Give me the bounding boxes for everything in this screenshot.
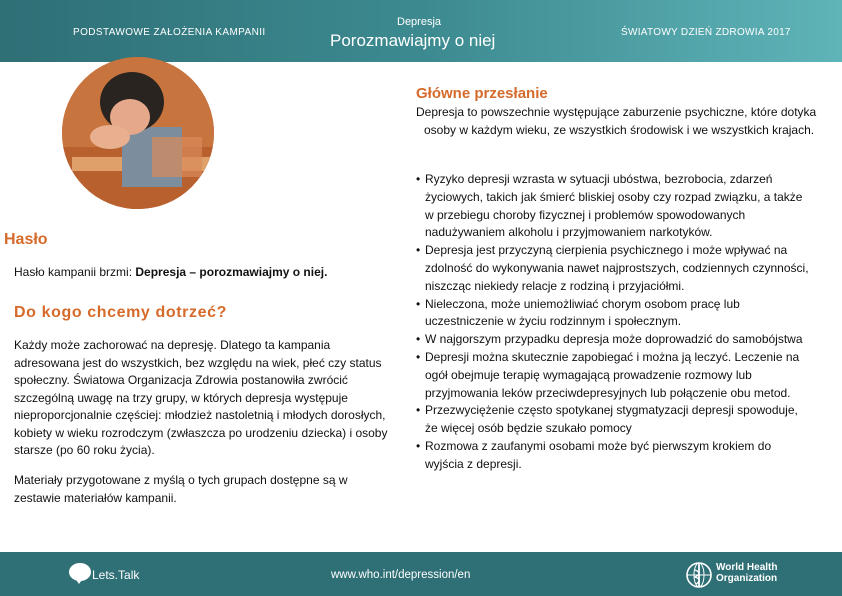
footer-bar: [0, 552, 842, 596]
list-item: • Depresja jest przyczyną cierpienia psychicznego i może wpływać na zdolność do wykonywania nawet najprostszych, codziennych czynności, niszcząc niekiedy relacje z rodziną i przyjaciółmi.: [416, 242, 811, 295]
sad-person-illustration: [62, 57, 214, 209]
campaign-url-link[interactable]: www.who.int/depression/en: [331, 569, 471, 581]
audience-text: Każdy może zachorować na depresję. Dlatego ta kampania adresowana jest do wszystkich, bez względu na wiek, płeć czy status społeczny. Światowa Organizacja Zdrowia postanowiła zwrócić szczególną uwagę na trzy grupy, w których depresja występuje nieproporcjonalnie częściej: młodzież nastoletnią i młodych dorosłych, kobiety w wieku rozrodczym (zwłaszcza po urodzeniu dziecka) i osoby starsze (po 60 roku życia).: [14, 338, 388, 457]
campaign-section-label: PODSTAWOWE ZAŁOŻENIA KAMPANII: [73, 27, 266, 38]
who-emblem-icon: [684, 560, 714, 590]
list-item: • Ryzyko depresji wzrasta w sytuacji ubóstwa, bezrobocia, zdarzeń życiowych, takich jak śmierć bliskiej osoby czy rozpad związku, a także w przebiegu choroby fizycznej i problemów spowodowanych nadużywaniem alkoholu i przyjmowaniem narkotyków.: [416, 171, 811, 242]
list-item: • Przezwyciężenie często spotykanej stygmatyzacji depresji spowoduje, że więcej osób będzie szukało pomocy: [416, 402, 811, 438]
audience-materials-text: Materiały przygotowane z myślą o tych grupach dostępne są w zestawie materiałów kampanii.: [14, 473, 348, 505]
list-item: • Depresji można skutecznie zapobiegać i można ją leczyć. Leczenie na ogół obejmuje terapię wymagającą prowadzenie rozmowy lub przyjmowania leków przeciwdepresyjnych lub połączenie obu metod.: [416, 349, 811, 402]
slogan-heading: Hasło: [4, 231, 48, 248]
slogan-bold: Depresja – porozmawiajmy o niej.: [135, 265, 328, 279]
world-health-day-label: ŚWIATOWY DZIEŃ ZDROWIA 2017: [621, 27, 791, 38]
header-subtitle: Depresja: [397, 16, 442, 28]
main-message-text: Depresja to powszechnie występujące zaburzenie psychiczne, które dotyka osoby w każdym wieku, ze wszystkich środowisk i we wszystkich krajach.: [416, 105, 817, 137]
key-points-list: [416, 171, 811, 474]
list-item: • Rozmowa z zaufanymi osobami może być pierwszym krokiem do wyjścia z depresji.: [416, 438, 811, 474]
campaign-photo: [62, 57, 214, 209]
lets-talk-hashtag: Lets.Talk: [92, 568, 140, 582]
who-logo-text: World Health Organization: [716, 562, 778, 584]
main-message-heading: Główne przesłanie: [416, 85, 548, 102]
header-title: Porozmawiajmy o niej: [330, 31, 496, 50]
slogan-text: Hasło kampanii brzmi: Depresja – porozmawiajmy o niej.: [14, 265, 328, 279]
list-item: • Nieleczona, może uniemożliwiać chorym osobom pracę lub uczestniczenie w życiu rodzinnym i społecznym.: [416, 296, 811, 332]
audience-heading: Do kogo chcemy dotrzeć?: [14, 304, 227, 321]
speech-bubble-tail-icon: [74, 577, 84, 584]
header-bar: [0, 0, 842, 62]
list-item: • W najgorszym przypadku depresja może doprowadzić do samobójstwa: [416, 331, 811, 349]
